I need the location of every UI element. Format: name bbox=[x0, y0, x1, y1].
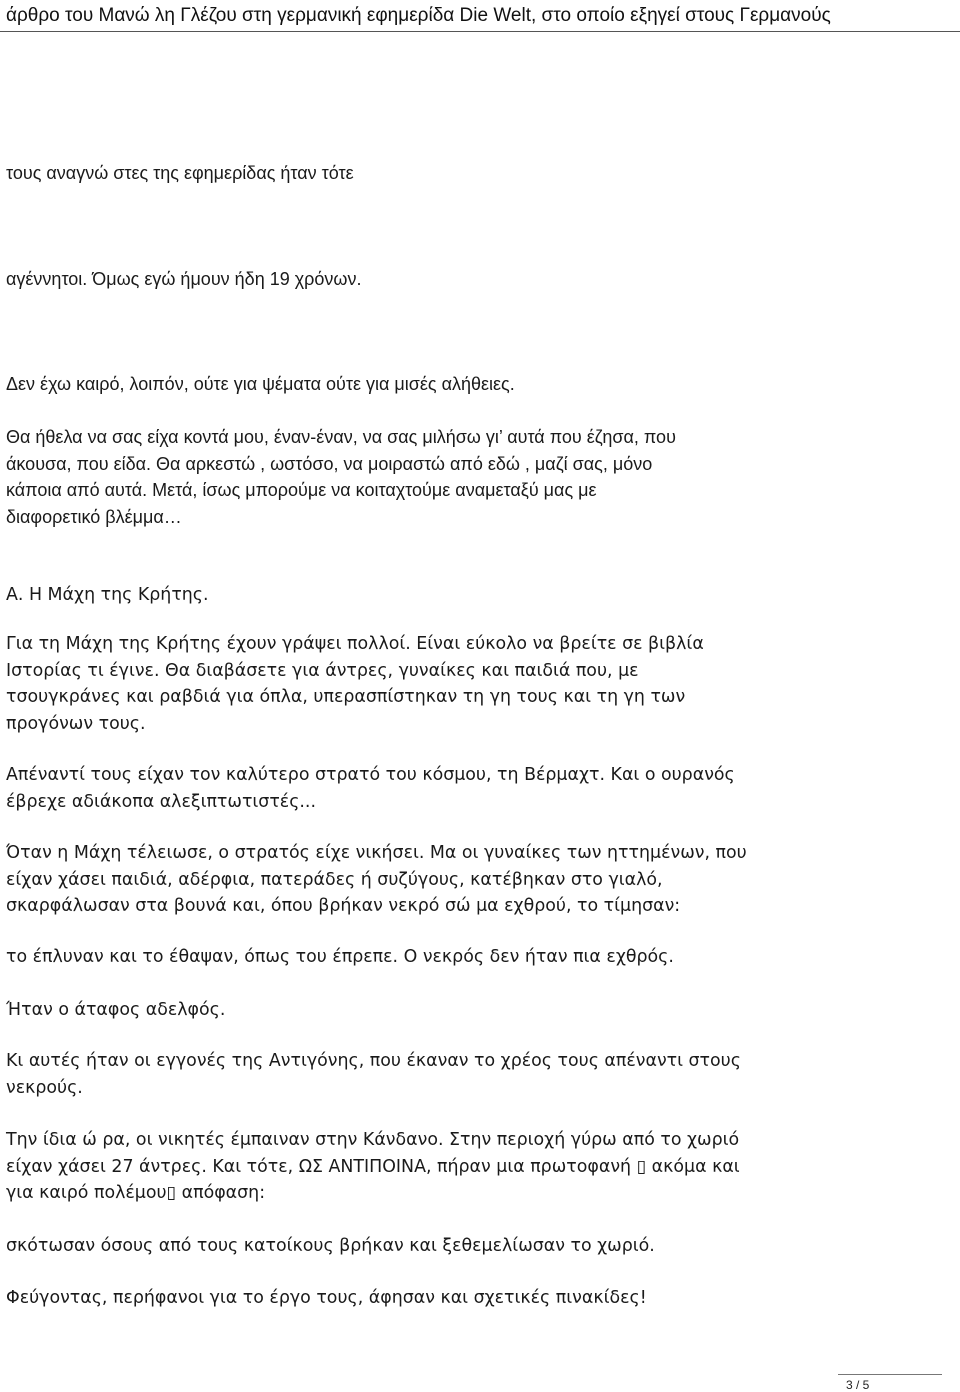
paragraph-1 bbox=[6, 160, 916, 187]
text-line: για καιρό πολέμου▯ απόφαση: bbox=[6, 1183, 266, 1203]
text-line: Α. Η Μάχη της Κρήτης. bbox=[6, 585, 209, 605]
text-line: σκότωσαν όσους από τους κατοίκους βρήκαν και ξεθεμελίωσαν το χωριό. bbox=[6, 1236, 655, 1256]
section-heading bbox=[6, 582, 916, 609]
paragraph-4 bbox=[6, 424, 916, 530]
text-line: έβρεχε αδιάκοπα αλεξιπτωτιστές... bbox=[6, 791, 316, 812]
page-header-title: άρθρο του Μανώ λη Γλέζου στη γερμανική εφημερίδα Die Welt, στο οποίο εξηγεί στους Γερμανούς bbox=[6, 5, 831, 26]
paragraph-12 bbox=[6, 1127, 916, 1207]
text-line: Θα ήθελα να σας είχα κοντά μου, έναν-έναν, να σας μιλήσω γι’ αυτά που έζησα, που bbox=[6, 427, 676, 447]
text-line: είχαν χάσει 27 άντρες. Και τότε, ΩΣ ΑΝΤΙΠΟΙΝΑ, πήραν μια πρωτοφανή ▯ ακόμα και bbox=[6, 1156, 740, 1177]
text-line: προγόνων τους. bbox=[6, 713, 146, 734]
text-line: Δεν έχω καιρό, λοιπόν, ούτε για ψέματα ούτε για μισές αλήθειες. bbox=[6, 374, 515, 394]
text-line: τσουγκράνες και ραβδιά για όπλα, υπερασπίστηκαν τη γη τους και τη γη των bbox=[6, 687, 686, 707]
text-line: Απέναντί τους είχαν τον καλύτερο στρατό του κόσμου, τη Βέρμαχτ. Και ο ουρανός bbox=[6, 765, 735, 785]
text-line: κάποια από αυτά. Μετά, ίσως μπορούμε να κοιταχτούμε αναμεταξύ μας με bbox=[6, 480, 597, 500]
text-line: Ιστορίας τι έγινε. Θα διαβάσετε για άντρες, γυναίκες και παιδιά που, με bbox=[6, 660, 639, 681]
page-number: 3 / 5 bbox=[846, 1378, 870, 1392]
text-line: Ήταν ο άταφος αδελφός. bbox=[6, 1000, 226, 1020]
text-line: Την ίδια ώ ρα, οι νικητές έμπαιναν στην Κάνδανο. Στην περιοχή γύρω από το χωριό bbox=[6, 1130, 740, 1150]
text-line: το έπλυναν και το έθαψαν, όπως του έπρεπε. Ο νεκρός δεν ήταν πια εχθρός. bbox=[6, 947, 674, 967]
text-line: σκαρφάλωσαν στα βουνά και, όπου βρήκαν νεκρό σώ μα εχθρού, το τίμησαν: bbox=[6, 896, 681, 916]
paragraph-7 bbox=[6, 762, 916, 815]
text-line: Για τη Μάχη της Κρήτης έχουν γράψει πολλοί. Είναι εύκολο να βρείτε σε βιβλία bbox=[6, 634, 704, 654]
paragraph-9 bbox=[6, 944, 916, 971]
header-divider bbox=[0, 31, 960, 32]
paragraph-3 bbox=[6, 371, 916, 398]
text-line: Φεύγοντας, περήφανοι για το έργο τους, άφησαν και σχετικές πινακίδες! bbox=[6, 1288, 647, 1308]
paragraph-14 bbox=[6, 1285, 916, 1312]
paragraph-2 bbox=[6, 266, 916, 293]
text-line: Όταν η Μάχη τέλειωσε, ο στρατός είχε νικήσει. Μα οι γυναίκες των ηττημένων, που bbox=[6, 843, 747, 863]
paragraph-8 bbox=[6, 840, 916, 920]
text-line: τους αναγνώ στες της εφημερίδας ήταν τότε bbox=[6, 163, 354, 183]
text-line: άκουσα, που είδα. Θα αρκεστώ , ωστόσο, να μοιραστώ από εδώ , μαζί σας, μόνο bbox=[6, 453, 653, 474]
paragraph-6 bbox=[6, 631, 916, 737]
text-line: νεκρούς. bbox=[6, 1077, 83, 1098]
footer-divider bbox=[838, 1374, 942, 1375]
paragraph-13 bbox=[6, 1233, 916, 1260]
text-line: είχαν χάσει παιδιά, αδέρφια, πατεράδες ή συζύγους, κατέβηκαν στο γιαλό, bbox=[6, 869, 663, 890]
text-line: αγέννητοι. Όμως εγώ ήμουν ήδη 19 χρόνων. bbox=[6, 269, 362, 289]
paragraph-10 bbox=[6, 997, 916, 1024]
text-line: Κι αυτές ήταν οι εγγονές της Αντιγόνης, που έκαναν το χρέος τους απέναντι στους bbox=[6, 1051, 741, 1071]
paragraph-11 bbox=[6, 1048, 916, 1101]
text-line: διαφορετικό βλέμμα… bbox=[6, 506, 182, 527]
